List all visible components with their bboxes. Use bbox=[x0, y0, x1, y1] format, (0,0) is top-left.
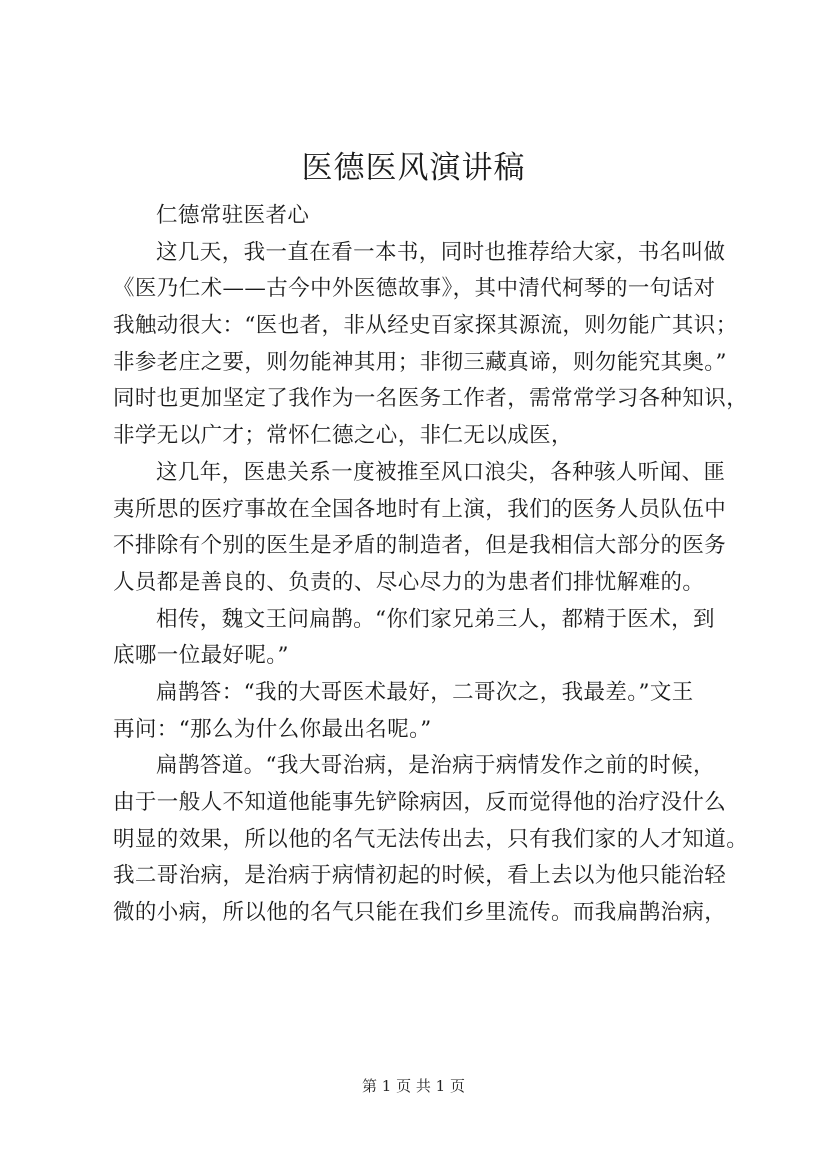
text-line: 这几天，我一直在看一本书，同时也推荐给大家，书名叫做 bbox=[156, 239, 726, 265]
document-body bbox=[113, 198, 749, 932]
text-line: 扁鹊答道。“我大哥治病，是治病于病情发作之前的时候， bbox=[156, 753, 715, 779]
text-line: 仁德常驻医者心 bbox=[156, 203, 310, 228]
page-footer: 第 1 页 共 1 页 bbox=[362, 1077, 465, 1095]
text-line: 由于一般人不知道他能事先铲除病因，反而觉得他的治疗没什么 bbox=[113, 790, 727, 815]
text-line: 明显的效果，所以他的名气无法传出去，只有我们家的人才知道。 bbox=[113, 826, 749, 852]
text-line: 微的小病，所以他的名气只能在我们乡里流传。而我扁鹊治病， bbox=[113, 900, 727, 926]
text-line: 我二哥治病，是治病于病情初起的时候，看上去以为他只能治轻 bbox=[113, 863, 727, 889]
text-line: 扁鹊答：“我的大哥医术最好，二哥次之，我最差。”文王 bbox=[156, 679, 694, 705]
text-line: 非学无以广才；常怀仁德之心，非仁无以成医， bbox=[113, 423, 573, 449]
text-line: 同时也更加坚定了我作为一名医务工作者，需常常学习各种知识， bbox=[113, 386, 749, 412]
text-line: 这几年，医患关系一度被推至风口浪尖，各种骇人听闻、匪 bbox=[156, 459, 726, 485]
text-line: 底哪一位最好呢。” bbox=[113, 643, 289, 669]
text-line: 相传，魏文王问扁鹊。“你们家兄弟三人，都精于医术，到 bbox=[156, 606, 715, 632]
document-title: 医德医风演讲稿 bbox=[301, 150, 526, 186]
text-line: 我触动很大：“医也者，非从经史百家探其源流，则勿能广其识； bbox=[113, 313, 738, 339]
text-line: 不排除有个别的医生是矛盾的制造者，但是我相信大部分的医务 bbox=[113, 533, 727, 559]
text-line: 非参老庄之要，则勿能神其用；非彻三藏真谛，则勿能究其奥。” bbox=[113, 349, 727, 375]
text-line: 人员都是善良的、负责的、尽心尽力的为患者们排忧解难的。 bbox=[113, 569, 705, 595]
text-line: 《医乃仁术——古今中外医德故事》，其中清代柯琴的一句话对 bbox=[113, 276, 716, 302]
text-line: 再问：“那么为什么你最出名呢。” bbox=[113, 716, 432, 742]
text-line: 夷所思的医疗事故在全国各地时有上演，我们的医务人员队伍中 bbox=[113, 496, 727, 522]
